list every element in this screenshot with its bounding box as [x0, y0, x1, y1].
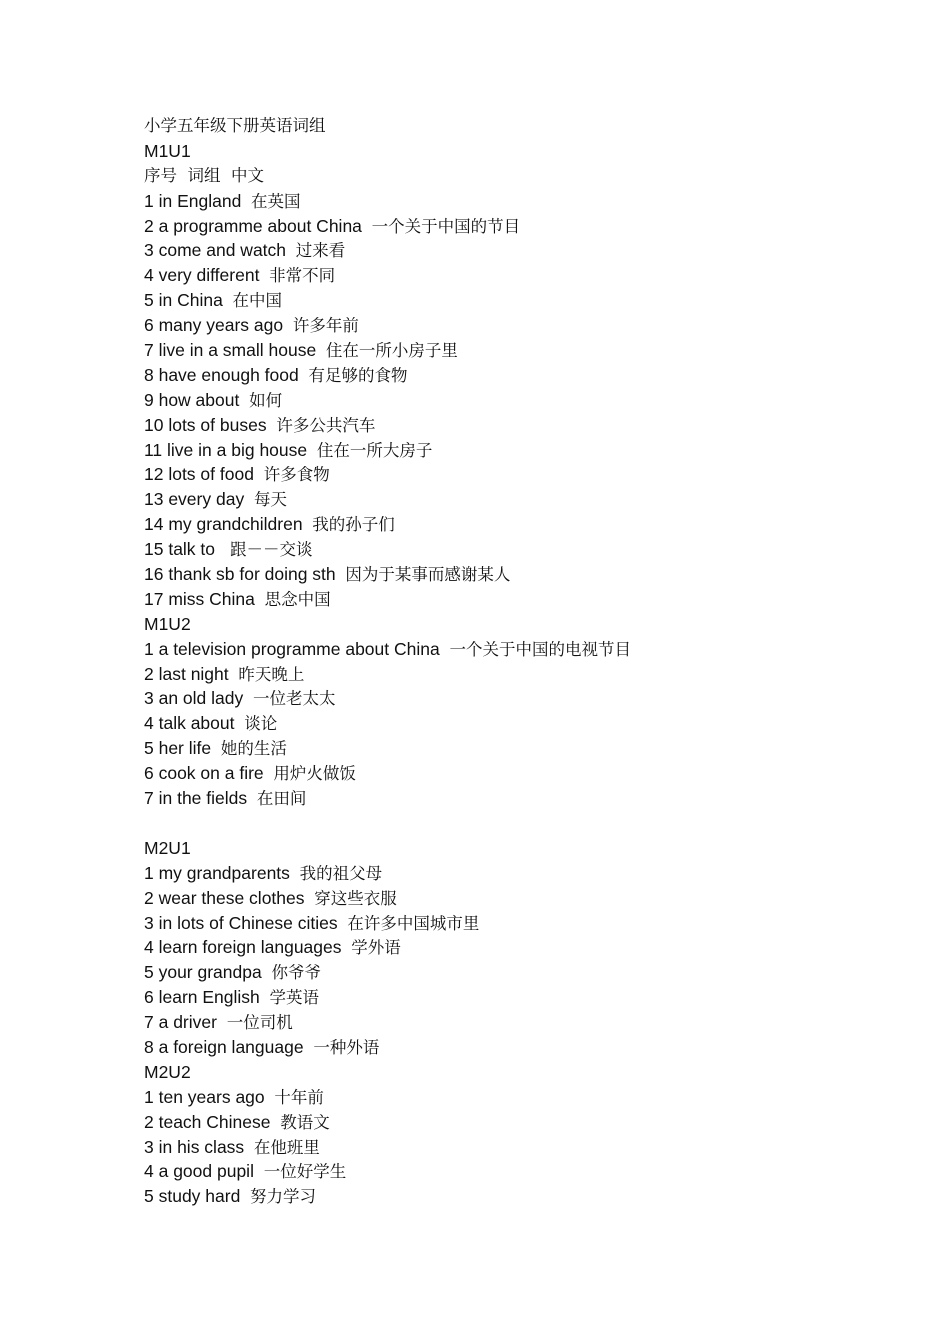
phrase-entry — [144, 935, 904, 960]
phrase-entry — [144, 263, 904, 288]
phrase-chinese: 一位好学生 — [263, 1162, 347, 1182]
phrase-entry — [144, 761, 904, 786]
phrase-entry — [144, 214, 904, 239]
phrase-entry — [144, 1135, 904, 1160]
phrase-english: 4 a good pupil — [144, 1161, 254, 1182]
phrase-entry — [144, 189, 904, 214]
phrase-entry — [144, 1110, 904, 1135]
phrase-english: 4 talk about — [144, 713, 235, 734]
phrase-chinese: 许多年前 — [292, 316, 359, 336]
phrase-entry — [144, 637, 904, 662]
phrase-entry — [144, 388, 904, 413]
phrase-entry — [144, 338, 904, 363]
section-heading-m2u2: M2U2 — [144, 1061, 191, 1082]
phrase-chinese: 许多食物 — [263, 465, 330, 485]
section-heading-m1u2: M1U2 — [144, 613, 191, 634]
phrase-entry — [144, 238, 904, 263]
phrase-entry — [144, 537, 904, 562]
phrase-chinese: 因为于某事而感谢某人 — [345, 565, 511, 585]
section-m2u2-entries — [144, 1085, 904, 1209]
phrase-chinese: 昨天晚上 — [238, 664, 305, 684]
phrase-entry — [144, 462, 904, 487]
section-heading-m2u1: M2U1 — [144, 837, 191, 858]
phrase-entry — [144, 313, 904, 338]
phrase-entry — [144, 438, 904, 463]
phrase-chinese: 在英国 — [251, 191, 301, 211]
phrase-english: 9 how about — [144, 389, 240, 410]
phrase-english: 1 a television programme about China — [144, 638, 440, 659]
phrase-english: 6 cook on a fire — [144, 763, 264, 784]
phrase-english: 6 learn English — [144, 987, 260, 1008]
section-heading-m1u1: M1U1 — [144, 140, 191, 161]
phrase-entry — [144, 662, 904, 687]
phrase-entry — [144, 911, 904, 936]
phrase-entry — [144, 1085, 904, 1110]
phrase-english: 11 live in a big house — [144, 439, 308, 460]
section-m1u2-entries — [144, 637, 904, 811]
phrase-chinese: 十年前 — [274, 1087, 324, 1107]
phrase-english: 2 wear these clothes — [144, 887, 305, 908]
phrase-entry — [144, 562, 904, 587]
phrase-chinese: 努力学习 — [250, 1187, 317, 1207]
phrase-chinese: 学英语 — [269, 988, 320, 1008]
phrase-english: 17 miss China — [144, 588, 255, 609]
phrase-chinese: 她的生活 — [220, 739, 287, 759]
phrase-english: 3 in his class — [144, 1136, 245, 1157]
phrase-entry — [144, 487, 904, 512]
phrase-entry — [144, 288, 904, 313]
phrase-chinese: 我的孙子们 — [312, 515, 395, 535]
phrase-entry — [144, 711, 904, 736]
phrase-chinese: 过来看 — [295, 241, 346, 261]
phrase-chinese: 住在一所小房子里 — [325, 341, 458, 361]
phrase-english: 7 live in a small house — [144, 340, 317, 361]
phrase-english: 2 teach Chinese — [144, 1111, 271, 1132]
phrase-chinese: 住在一所大房子 — [316, 440, 433, 460]
phrase-chinese: 一种外语 — [313, 1037, 380, 1057]
phrase-english: 7 in the fields — [144, 788, 248, 809]
phrase-english: 3 an old lady — [144, 688, 244, 709]
phrase-entry — [144, 1010, 904, 1035]
phrase-entry — [144, 985, 904, 1010]
phrase-chinese: 有足够的食物 — [308, 365, 408, 385]
phrase-entry — [144, 512, 904, 537]
phrase-english: 5 her life — [144, 738, 212, 759]
phrase-english: 2 a programme about China — [144, 215, 362, 236]
phrase-entry — [144, 960, 904, 985]
phrase-english: 8 have enough food — [144, 364, 299, 385]
phrase-english: 2 last night — [144, 663, 229, 684]
phrase-chinese: 教语文 — [280, 1112, 330, 1132]
phrase-english: 6 many years ago — [144, 315, 284, 336]
phrase-english: 1 in England — [144, 190, 242, 211]
phrase-english: 14 my grandchildren — [144, 514, 303, 535]
phrase-entry — [144, 736, 904, 761]
phrase-chinese: 我的祖父母 — [299, 863, 383, 883]
phrase-english: 16 thank sb for doing sth — [144, 564, 336, 585]
phrase-entry — [144, 861, 904, 886]
phrase-english: 4 learn foreign languages — [144, 937, 342, 958]
phrase-english: 3 come and watch — [144, 240, 287, 261]
phrase-english: 5 in China — [144, 290, 223, 311]
phrase-chinese: 一位老太太 — [252, 689, 336, 709]
phrase-english: 5 your grandpa — [144, 962, 262, 983]
phrase-chinese: 非常不同 — [269, 266, 336, 286]
phrase-chinese: 一个关于中国的电视节目 — [449, 639, 631, 659]
phrase-chinese: 用炉火做饭 — [273, 764, 356, 784]
phrase-entry — [144, 587, 904, 612]
phrase-entry — [144, 1159, 904, 1184]
phrase-english: 4 very different — [144, 265, 260, 286]
phrase-english: 5 study hard — [144, 1186, 241, 1207]
phrase-chinese: 在他班里 — [253, 1137, 320, 1157]
phrase-english: 1 ten years ago — [144, 1086, 265, 1107]
phrase-chinese: 穿这些衣服 — [314, 888, 397, 908]
column-header-row: 序号 词组 中文 — [144, 165, 264, 185]
phrase-english: 8 a foreign language — [144, 1036, 304, 1057]
phrase-english: 13 every day — [144, 489, 245, 510]
phrase-entry — [144, 886, 904, 911]
blank-line — [144, 811, 904, 836]
phrase-chinese: 谈论 — [244, 714, 278, 734]
phrase-chinese: 一位司机 — [226, 1013, 293, 1033]
phrase-chinese: 在田间 — [256, 789, 307, 809]
section-m1u1-entries — [144, 189, 904, 612]
phrase-chinese: 在中国 — [232, 291, 283, 311]
phrase-chinese: 在许多中国城市里 — [347, 913, 480, 933]
phrase-english: 7 a driver — [144, 1012, 217, 1033]
phrase-chinese: 学外语 — [351, 938, 401, 958]
phrase-english: 1 my grandparents — [144, 862, 290, 883]
phrase-english: 10 lots of buses — [144, 414, 267, 435]
document-page — [144, 114, 904, 1209]
phrase-entry — [144, 686, 904, 711]
phrase-english: 12 lots of food — [144, 464, 254, 485]
phrase-entry — [144, 413, 904, 438]
phrase-chinese: 一个关于中国的节目 — [371, 216, 521, 236]
phrase-entry — [144, 363, 904, 388]
phrase-chinese: 跟－－交谈 — [224, 540, 313, 560]
phrase-english: 15 talk to — [144, 539, 216, 560]
phrase-entry — [144, 1035, 904, 1060]
phrase-chinese: 每天 — [253, 490, 287, 510]
phrase-english: 3 in lots of Chinese cities — [144, 912, 338, 933]
phrase-entry — [144, 1184, 904, 1209]
document-title: 小学五年级下册英语词组 — [144, 116, 326, 135]
phrase-chinese: 如何 — [249, 390, 283, 410]
phrase-chinese: 许多公共汽车 — [276, 415, 376, 435]
section-m2u1-entries — [144, 861, 904, 1060]
phrase-entry — [144, 786, 904, 811]
phrase-chinese: 你爷爷 — [271, 963, 321, 983]
phrase-chinese: 思念中国 — [264, 589, 331, 609]
